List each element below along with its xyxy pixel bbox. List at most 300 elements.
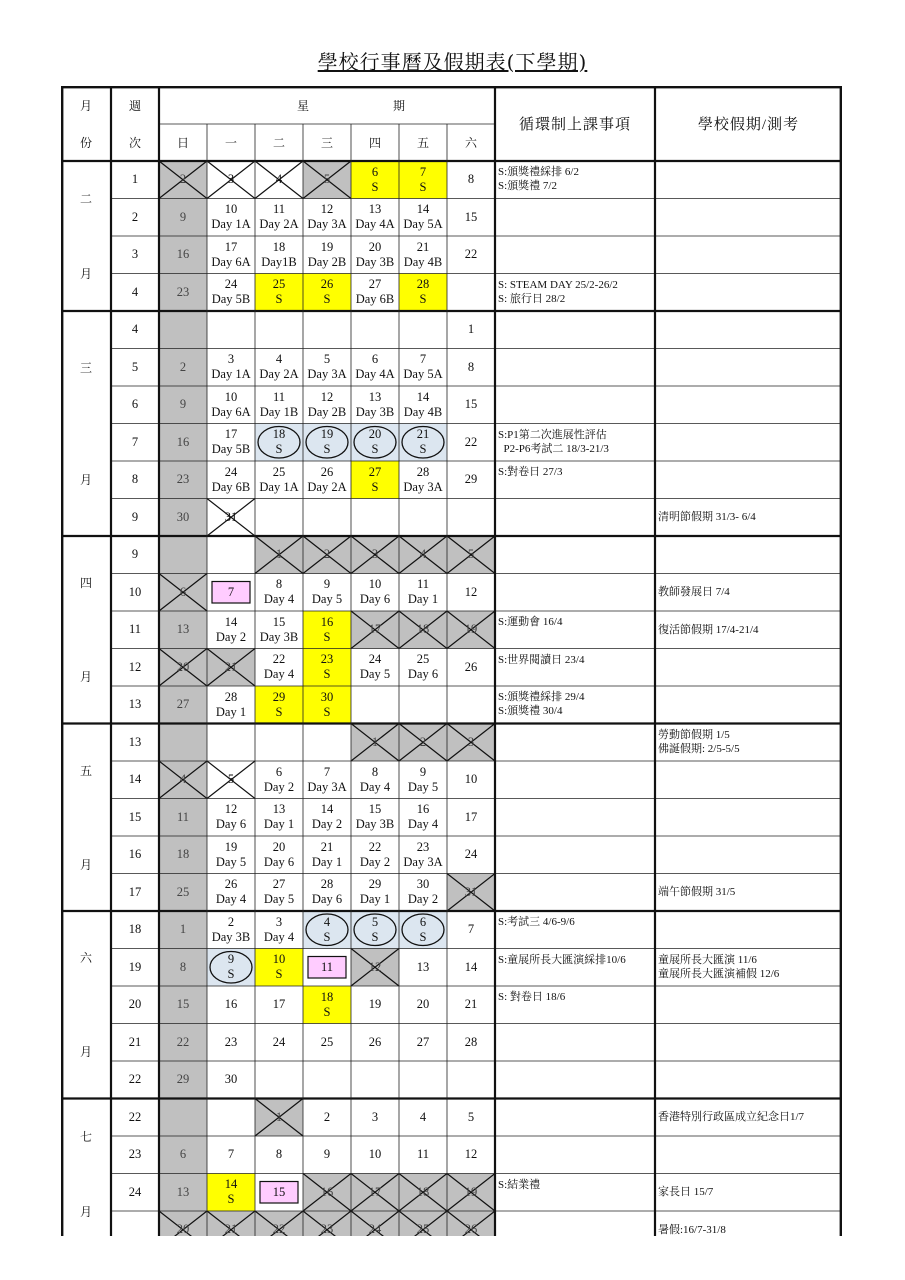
day-code: Day 5	[215, 854, 247, 869]
day-cell	[447, 274, 495, 312]
day-number: 8	[371, 764, 379, 779]
day-code: S	[371, 929, 379, 944]
week-number	[111, 949, 159, 987]
day-code: S	[419, 929, 427, 944]
holiday-note	[655, 724, 842, 762]
day-cell	[351, 161, 399, 199]
header-week-bottom	[111, 124, 159, 161]
day-number: 23	[320, 1222, 334, 1237]
day-number: 3	[275, 914, 283, 929]
day-code: Day 1	[407, 592, 439, 607]
day-cell	[399, 274, 447, 312]
day-cell	[159, 686, 207, 724]
day-cell	[447, 236, 495, 274]
event-note	[495, 724, 655, 762]
day-number: 13	[272, 802, 286, 817]
day-code: Day 3B	[355, 254, 395, 269]
day-number: 25	[416, 652, 430, 667]
holiday-note	[655, 161, 842, 199]
day-number: 21	[464, 997, 478, 1012]
day-cell	[159, 874, 207, 912]
day-code: Day 5	[359, 667, 391, 682]
day-code: Day 2A	[307, 479, 347, 494]
day-code: Day 5B	[211, 292, 251, 307]
day-code: Day 6	[263, 854, 295, 869]
holiday-note	[655, 274, 842, 312]
day-number: 29	[368, 877, 382, 892]
day-code: Day 3B	[355, 817, 395, 832]
day-cell	[255, 836, 303, 874]
day-code: S	[275, 704, 283, 719]
day-number: 8	[467, 359, 475, 374]
day-cell	[207, 649, 255, 687]
day-number: 28	[224, 689, 238, 704]
header-day-label: 一	[224, 136, 237, 150]
day-number: 18	[176, 847, 190, 862]
day-code: S	[227, 1192, 235, 1207]
day-number: 12	[368, 959, 382, 974]
day-cell	[351, 874, 399, 912]
day-cell	[351, 536, 399, 574]
day-number: 1	[179, 922, 187, 937]
day-code: Day 5A	[403, 367, 443, 382]
day-cell	[447, 799, 495, 837]
day-number: 14	[416, 389, 430, 404]
month-label-bottom	[61, 1174, 111, 1249]
day-number: 29	[464, 472, 478, 487]
event-line: S:結業禮	[498, 1178, 541, 1191]
day-number: 29	[272, 689, 286, 704]
day-number: 24	[224, 464, 238, 479]
event-note	[495, 761, 655, 799]
event-line: S:對卷日 27/3	[498, 466, 563, 478]
header-day-0	[159, 124, 207, 161]
day-code: S	[419, 179, 427, 194]
month-char: 三	[79, 360, 92, 375]
day-cell	[159, 1136, 207, 1174]
day-cell	[351, 199, 399, 237]
header-weekday-period	[351, 86, 447, 124]
day-cell	[351, 461, 399, 499]
week-number	[111, 199, 159, 237]
day-number: 17	[368, 622, 382, 637]
day-cell	[399, 311, 447, 349]
day-cell	[351, 1024, 399, 1062]
day-number: 24	[464, 847, 478, 862]
day-cell	[159, 349, 207, 387]
day-number: 24	[224, 277, 238, 292]
event-line: S:P1第二次進展性評估	[498, 428, 607, 441]
day-cell	[159, 1061, 207, 1099]
event-line: S:世界閱讀日 23/4	[498, 653, 585, 666]
day-code: Day 6A	[211, 254, 251, 269]
day-code: Day 5B	[211, 442, 251, 457]
header-day-3	[303, 124, 351, 161]
holiday-line: 暑假:16/7-31/8	[658, 1223, 726, 1236]
day-code: Day 1	[215, 704, 247, 719]
week-value: 18	[128, 922, 142, 937]
day-cell	[351, 1211, 399, 1249]
day-number: 26	[368, 1034, 382, 1049]
day-cell	[399, 461, 447, 499]
day-number: 28	[416, 464, 430, 479]
day-number: 4	[419, 1109, 427, 1124]
day-number: 30	[320, 689, 334, 704]
day-cell	[351, 1174, 399, 1212]
event-line: S:考試三 4/6-9/6	[498, 916, 575, 928]
week-value: 7	[131, 434, 139, 449]
day-cell	[207, 1061, 255, 1099]
day-cell	[159, 311, 207, 349]
day-cell	[303, 161, 351, 199]
day-number: 21	[224, 1222, 238, 1237]
month-char: 月	[79, 267, 92, 281]
day-cell	[255, 761, 303, 799]
day-number: 13	[176, 1184, 190, 1199]
day-number: 6	[179, 584, 187, 599]
day-code: S	[275, 292, 283, 307]
header-week-label: 週	[128, 98, 141, 113]
day-code: Day 6B	[355, 292, 395, 307]
day-number: 17	[224, 239, 238, 254]
day-number: 30	[224, 1072, 238, 1087]
month-label-top	[61, 724, 111, 818]
day-cell	[303, 574, 351, 612]
day-cell	[255, 949, 303, 987]
day-number: 15	[464, 209, 478, 224]
day-number: 13	[368, 389, 382, 404]
day-number: 17	[224, 427, 238, 442]
day-cell	[351, 686, 399, 724]
day-cell	[303, 199, 351, 237]
day-number: 25	[320, 1034, 334, 1049]
week-value: 14	[128, 772, 142, 787]
day-number: 4	[179, 772, 187, 787]
day-number: 25	[416, 1222, 430, 1237]
day-number: 11	[176, 809, 190, 824]
week-value: 13	[128, 697, 142, 712]
day-code: Day 3A	[403, 854, 443, 869]
header-month-label: 月	[79, 98, 92, 113]
header-day-label: 二	[272, 136, 285, 150]
day-cell	[351, 1061, 399, 1099]
day-number: 3	[227, 172, 235, 187]
day-number: 3	[371, 547, 379, 562]
week-number	[111, 1136, 159, 1174]
day-number: 20	[176, 1222, 190, 1237]
day-cell	[447, 1136, 495, 1174]
week-value: 24	[128, 1184, 142, 1199]
day-number: 28	[320, 877, 334, 892]
day-cell	[255, 1024, 303, 1062]
day-cell	[351, 574, 399, 612]
day-code: S	[323, 929, 331, 944]
day-code: S	[371, 179, 379, 194]
day-cell	[255, 799, 303, 837]
day-number: 2	[419, 734, 427, 749]
day-number: 28	[464, 1034, 478, 1049]
day-number: 7	[419, 164, 427, 179]
day-number: 12	[464, 1147, 478, 1162]
day-number: 21	[416, 427, 430, 442]
day-cell	[447, 199, 495, 237]
day-code: Day 4B	[403, 404, 443, 419]
day-number: 6	[371, 352, 379, 367]
day-number: 31	[464, 884, 478, 899]
day-cell	[159, 161, 207, 199]
day-cell	[351, 311, 399, 349]
header-day-2	[255, 124, 303, 161]
day-number: 11	[272, 202, 286, 217]
day-cell	[303, 386, 351, 424]
week-value: 3	[131, 247, 139, 262]
day-cell	[159, 199, 207, 237]
day-cell	[351, 986, 399, 1024]
event-line: S:頒獎禮綵排 29/4	[498, 691, 585, 703]
day-cell	[207, 574, 255, 612]
day-cell	[159, 536, 207, 574]
week-number	[111, 649, 159, 687]
day-number: 9	[419, 764, 427, 779]
header-day-1	[207, 124, 255, 161]
day-cell	[399, 1024, 447, 1062]
day-cell	[399, 761, 447, 799]
page-title: 學校行事曆及假期表(下學期)	[317, 50, 588, 74]
day-number: 8	[467, 172, 475, 187]
day-number: 30	[416, 877, 430, 892]
month-char: 月	[79, 1045, 92, 1060]
day-code: Day 3A	[307, 779, 347, 794]
day-cell	[255, 874, 303, 912]
month-char: 六	[79, 951, 92, 966]
holiday-note	[655, 1099, 842, 1137]
holiday-note	[655, 986, 842, 1024]
day-cell	[255, 161, 303, 199]
event-note	[495, 311, 655, 349]
holiday-note	[655, 949, 842, 987]
day-cell	[207, 986, 255, 1024]
event-note	[495, 911, 655, 949]
month-char: 七	[79, 1129, 92, 1144]
day-cell	[447, 836, 495, 874]
day-number: 17	[368, 1184, 382, 1199]
event-line: S:頒獎禮 7/2	[498, 180, 557, 192]
day-cell	[303, 1099, 351, 1137]
day-number: 13	[416, 959, 430, 974]
day-number: 24	[368, 652, 382, 667]
header-weekday-title: 星	[296, 98, 309, 113]
day-cell	[207, 611, 255, 649]
month-label-top	[61, 536, 111, 630]
day-number: 23	[176, 284, 190, 299]
day-number: 6	[179, 1147, 187, 1162]
month-label-bottom	[61, 1005, 111, 1099]
day-cell	[399, 649, 447, 687]
day-code: S	[275, 967, 283, 982]
day-cell	[399, 161, 447, 199]
day-code: Day 2	[263, 779, 295, 794]
event-line: S:頒獎禮 30/4	[498, 705, 563, 717]
week-number	[111, 911, 159, 949]
day-code: Day 2B	[307, 404, 347, 419]
day-code: Day 4	[407, 817, 439, 832]
day-number: 28	[416, 277, 430, 292]
day-number: 22	[464, 247, 478, 262]
day-cell	[255, 461, 303, 499]
header-weekday-star	[255, 86, 351, 124]
day-cell	[159, 461, 207, 499]
holiday-note	[655, 1061, 842, 1099]
day-number: 7	[227, 1147, 235, 1162]
day-cell	[159, 724, 207, 762]
day-number: 19	[224, 839, 238, 854]
event-note	[495, 499, 655, 537]
day-code: S	[323, 704, 331, 719]
day-cell	[303, 1136, 351, 1174]
day-number: 5	[323, 172, 331, 187]
day-cell	[207, 161, 255, 199]
day-number: 4	[275, 352, 283, 367]
day-number: 5	[227, 772, 235, 787]
event-note	[495, 1211, 655, 1249]
day-cell	[255, 1211, 303, 1249]
event-note	[495, 1099, 655, 1137]
day-number: 1	[371, 734, 379, 749]
day-cell	[351, 949, 399, 987]
holiday-note	[655, 349, 842, 387]
day-cell	[207, 349, 255, 387]
event-note	[495, 424, 655, 462]
day-cell	[447, 949, 495, 987]
day-number: 27	[176, 697, 190, 712]
day-cell	[255, 536, 303, 574]
event-line: P2-P6考試二 18/3-21/3	[498, 442, 609, 455]
day-number: 30	[176, 509, 190, 524]
day-number: 16	[320, 614, 334, 629]
day-code: Day 1A	[259, 479, 299, 494]
header-week-label: 次	[128, 136, 141, 150]
week-number	[111, 799, 159, 837]
day-cell	[399, 424, 447, 462]
day-number: 5	[467, 547, 475, 562]
header-events	[495, 86, 655, 161]
day-number: 2	[323, 547, 331, 562]
day-cell	[447, 499, 495, 537]
event-note	[495, 574, 655, 612]
day-number: 26	[464, 659, 478, 674]
week-value: 4	[131, 322, 139, 337]
week-number	[111, 724, 159, 762]
day-cell	[351, 724, 399, 762]
day-cell	[303, 1024, 351, 1062]
day-code: S	[227, 967, 235, 982]
day-code: Day 4	[263, 929, 295, 944]
month-char: 月	[79, 1204, 92, 1219]
day-number: 12	[224, 802, 238, 817]
event-line: S:頒獎禮綵排 6/2	[498, 166, 579, 178]
day-cell	[207, 799, 255, 837]
day-cell	[207, 949, 255, 987]
day-code: Day 5A	[403, 217, 443, 232]
day-number: 24	[272, 1034, 286, 1049]
week-number	[111, 461, 159, 499]
day-cell	[207, 836, 255, 874]
day-cell	[255, 986, 303, 1024]
event-note	[495, 161, 655, 199]
day-cell	[207, 1174, 255, 1212]
day-cell	[159, 761, 207, 799]
day-code: Day 3A	[307, 217, 347, 232]
event-note	[495, 874, 655, 912]
day-number: 16	[416, 802, 430, 817]
header-day-label: 日	[176, 136, 189, 150]
day-cell	[399, 986, 447, 1024]
day-number: 15	[368, 802, 382, 817]
header-day-6	[447, 124, 495, 161]
week-value: 2	[131, 209, 139, 224]
week-value: 16	[128, 847, 142, 862]
day-number: 7	[227, 584, 235, 599]
week-value: 11	[128, 622, 142, 637]
event-note	[495, 1136, 655, 1174]
day-cell	[255, 574, 303, 612]
day-number: 26	[320, 277, 334, 292]
day-code: Day 3B	[259, 629, 299, 644]
day-number: 9	[323, 1147, 331, 1162]
holiday-note	[655, 461, 842, 499]
header-day-5	[399, 124, 447, 161]
day-cell	[351, 274, 399, 312]
header-week-top	[111, 86, 159, 124]
day-number: 20	[368, 427, 382, 442]
day-number: 10	[224, 202, 238, 217]
day-number: 12	[464, 584, 478, 599]
day-cell	[159, 499, 207, 537]
day-code: Day 4	[263, 667, 295, 682]
day-number: 22	[464, 434, 478, 449]
holiday-note	[655, 1174, 842, 1212]
day-number: 22	[272, 1222, 286, 1237]
holiday-line: 端午節假期 31/5	[658, 886, 736, 899]
holiday-note	[655, 649, 842, 687]
holiday-note	[655, 199, 842, 237]
day-cell	[207, 911, 255, 949]
week-number	[111, 1024, 159, 1062]
day-code: Day 3A	[403, 479, 443, 494]
day-number: 4	[419, 547, 427, 562]
day-number: 14	[464, 959, 478, 974]
day-number: 5	[371, 914, 379, 929]
holiday-line: 香港特別行政區成立紀念日1/7	[658, 1111, 805, 1124]
day-number: 13	[176, 622, 190, 637]
month-char: 二	[79, 192, 92, 206]
holiday-note	[655, 836, 842, 874]
holiday-line: 清明節假期 31/3- 6/4	[658, 511, 756, 524]
month-char: 月	[79, 473, 92, 488]
day-number: 16	[320, 1184, 334, 1199]
month-label-top	[61, 1099, 111, 1174]
day-number: 3	[227, 352, 235, 367]
day-cell	[399, 1136, 447, 1174]
day-number: 1	[275, 547, 283, 562]
day-cell	[399, 611, 447, 649]
day-cell	[207, 536, 255, 574]
day-cell	[303, 461, 351, 499]
month-char: 五	[79, 763, 92, 778]
day-number: 31	[224, 509, 238, 524]
event-line: S: 對卷日 18/6	[498, 991, 566, 1003]
day-cell	[351, 499, 399, 537]
